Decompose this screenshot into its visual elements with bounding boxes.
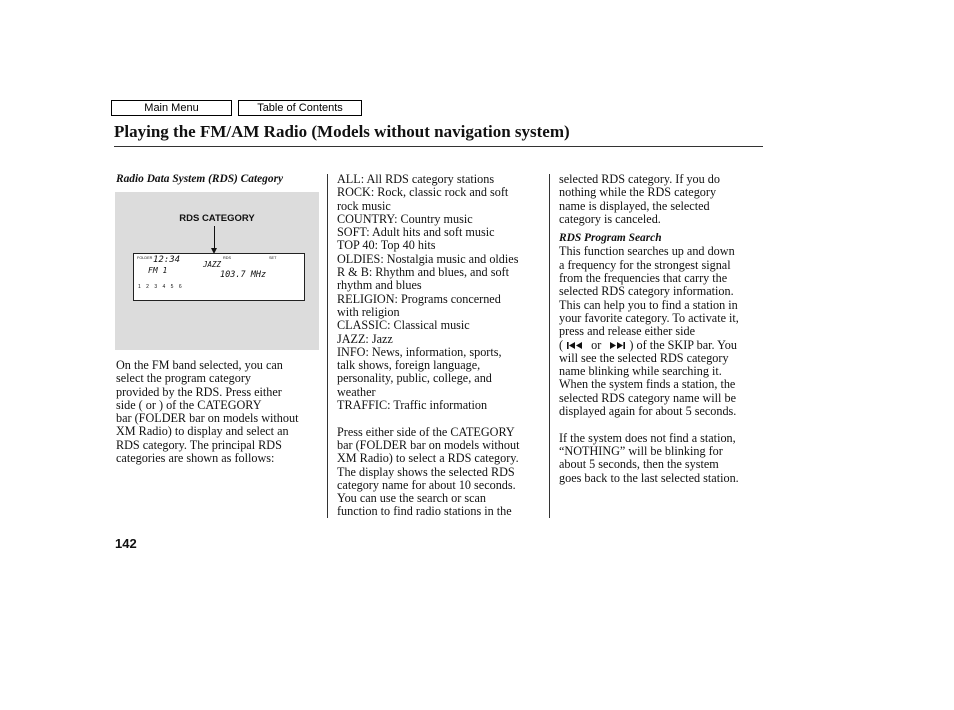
category-list-item: RELIGION: Programs concerned (337, 291, 501, 306)
radio-display-panel (133, 253, 305, 301)
display-preset-numbers: 1 2 3 4 5 6 (138, 284, 184, 290)
text-line: You can use the search or scan (337, 491, 487, 506)
category-list-item: ROCK: Rock, classic rock and soft (337, 185, 509, 200)
section-heading-rds-program-search: RDS Program Search (559, 232, 662, 245)
text-line: selected RDS category name will be (559, 390, 736, 405)
display-indicator-rds: RDS (223, 256, 232, 260)
text-line: category is canceled. (559, 211, 661, 226)
category-list-item: weather (337, 384, 376, 399)
category-list-item: talk shows, foreign language, (337, 358, 481, 373)
text-line: your favorite category. To activate it, (559, 310, 739, 325)
section-heading-rds-category: Radio Data System (RDS) Category (116, 173, 284, 185)
text-line: select the program category (116, 371, 252, 386)
text-line: nothing while the RDS category (559, 185, 717, 200)
category-list-item: ALL: All RDS category stations (337, 172, 495, 186)
text-line: Press either side of the CATEGORY (337, 424, 515, 439)
category-list-item: JAZZ: Jazz (337, 331, 393, 346)
category-list-item: R & B: Rhythm and blues, and soft (337, 265, 509, 280)
text-line: categories are shown as follows: (116, 451, 275, 466)
text-line: On the FM band selected, you can (116, 358, 283, 372)
text-fragment: ) of the SKIP bar. You (629, 337, 737, 352)
text-line: will see the selected RDS category (559, 350, 729, 365)
display-band: FM 1 (148, 266, 168, 275)
text-line: This can help you to find a station in (559, 297, 738, 312)
category-list-item: CLASSIC: Classical music (337, 318, 470, 333)
text-line: about 5 seconds, then the system (559, 457, 719, 472)
text-line: selected RDS category information. (559, 284, 734, 299)
display-indicator-folder: FOLDER (137, 256, 153, 260)
category-list-item: rock music (337, 198, 391, 213)
text-line: category name for about 10 seconds. (337, 477, 516, 492)
text-fragment: ( (559, 337, 564, 352)
page-title: Playing the FM/AM Radio (Models without navigation system) (114, 122, 570, 141)
text-line: “NOTHING” will be blinking for (559, 443, 723, 458)
column-1 (116, 173, 324, 186)
category-list-item: TRAFFIC: Traffic information (337, 398, 488, 413)
column-divider (327, 174, 328, 518)
column-2 (337, 173, 547, 519)
figure-callout-label: RDS CATEGORY (179, 213, 255, 224)
text-line: The display shows the selected RDS (337, 464, 515, 479)
text-line: goes back to the last selected station. (559, 470, 739, 485)
text-fragment: or (591, 337, 602, 352)
text-line: displayed again for about 5 seconds. (559, 404, 737, 419)
text-line: selected RDS category. If you do (559, 172, 720, 186)
category-list-item: OLDIES: Nostalgia music and oldies (337, 251, 519, 266)
display-clock: 12:34 (153, 255, 181, 265)
text-line: from the frequencies that carry the (559, 271, 728, 286)
display-frequency: 103.7 MHz (220, 270, 267, 280)
text-line: press and release either side (559, 324, 696, 339)
text-line: If the system does not find a station, (559, 430, 736, 445)
text-line: name is displayed, the selected (559, 198, 710, 213)
text-line: function to find radio stations in the (337, 504, 512, 519)
category-list-item: COUNTRY: Country music (337, 211, 473, 226)
category-list-item: TOP 40: Top 40 hits (337, 238, 436, 253)
text-line: side ( or ) of the CATEGORY (116, 397, 262, 412)
column-divider (549, 174, 550, 518)
skip-back-icon (566, 341, 584, 350)
text-line: name blinking while searching it. (559, 364, 722, 379)
text-line: XM Radio) to select a RDS category. (337, 451, 519, 466)
skip-forward-icon (608, 341, 626, 350)
category-list-item: personality, public, college, and (337, 371, 492, 386)
callout-line (214, 226, 215, 250)
display-indicator-set: SET (269, 256, 277, 260)
title-divider (114, 146, 763, 147)
rds-category-figure (115, 192, 319, 350)
category-list-item: rhythm and blues (337, 278, 422, 293)
skip-bar-line (559, 339, 771, 352)
page-number: 142 (115, 536, 137, 551)
category-list-item: SOFT: Adult hits and soft music (337, 225, 495, 240)
category-list-item: INFO: News, information, sports, (337, 344, 502, 359)
text-line: When the system finds a station, the (559, 377, 736, 392)
main-menu-button[interactable]: Main Menu (111, 100, 232, 116)
text-line: provided by the RDS. Press either (116, 384, 282, 399)
category-list-item: with religion (337, 304, 400, 319)
column-1-body (116, 359, 324, 465)
text-line: bar (FOLDER bar on models without (337, 437, 520, 452)
text-line: This function searches up and down (559, 244, 735, 259)
text-line: bar (FOLDER bar on models without (116, 411, 299, 426)
table-of-contents-button[interactable]: Table of Contents (238, 100, 362, 116)
column-3 (559, 173, 771, 485)
text-line: a frequency for the strongest signal (559, 257, 731, 272)
text-line: XM Radio) to display and select an (116, 424, 289, 439)
text-line: RDS category. The principal RDS (116, 437, 282, 452)
display-category: JAZZ (203, 260, 222, 269)
